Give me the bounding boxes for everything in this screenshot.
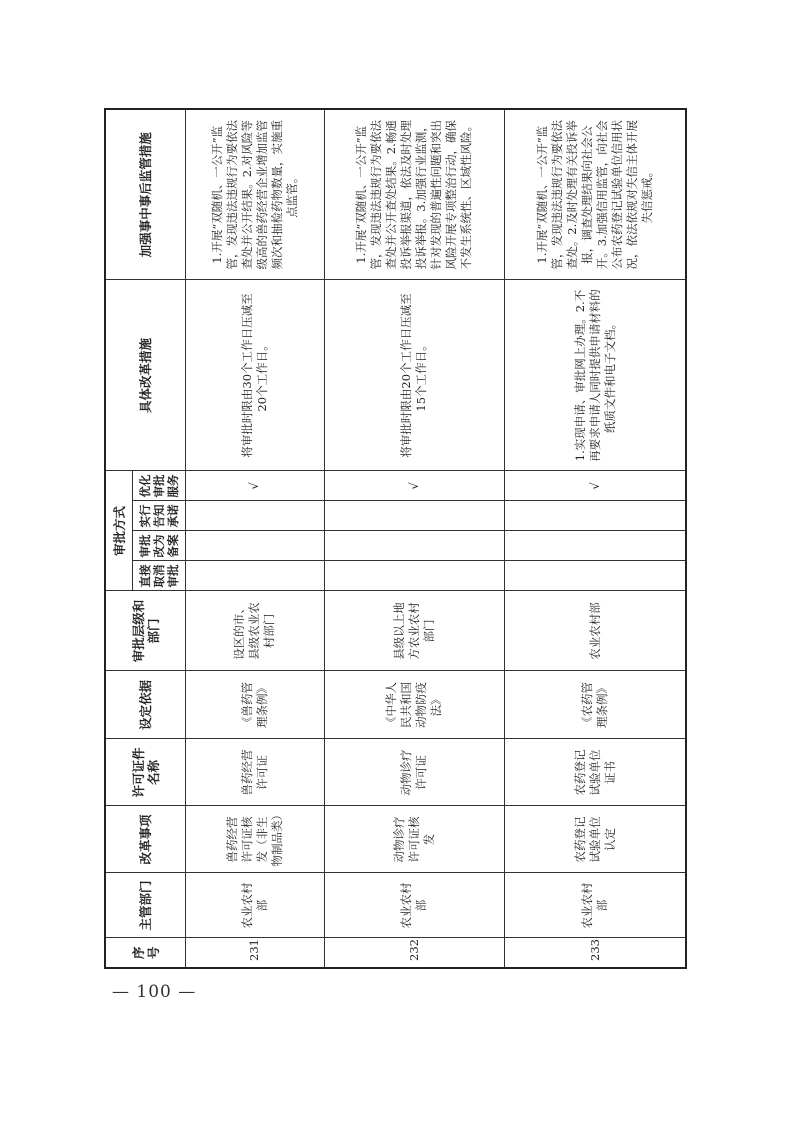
- table-row: [324, 109, 505, 968]
- cell-dept: 农业农村部: [186, 873, 325, 938]
- header-m1: 直接取消审批: [133, 561, 186, 591]
- cell-basis: 《兽药管理条例》: [186, 671, 325, 739]
- cell-measures: 将审批时限由30个工作日压减至20个工作日。: [186, 280, 325, 471]
- reform-table: [104, 108, 687, 969]
- cell-m3: [505, 501, 686, 531]
- cell-dept: 农业农村部: [324, 873, 505, 938]
- header-measures: 具体改革措施: [105, 280, 186, 471]
- cell-dept: 农业农村部: [505, 873, 686, 938]
- cell-level: 农业农村部: [505, 591, 686, 671]
- cell-level: 设区的市、县级农业农村部门: [186, 591, 325, 671]
- cell-m4-checkmark: √: [505, 471, 686, 501]
- cell-m2: [324, 531, 505, 561]
- cell-item: 农药登记试验单位认定: [505, 806, 686, 873]
- header-approval-mode: 审批方式: [105, 471, 133, 591]
- header-row: [105, 109, 133, 968]
- cell-level: 县级以上地方农业农村部门: [324, 591, 505, 671]
- cell-item: 兽药经营许可证核发（非生物制品类）: [186, 806, 325, 873]
- header-m3: 实行告知承诺: [133, 501, 186, 531]
- header-supervision: 加强事中事后监管措施: [105, 109, 186, 280]
- cell-m1: [324, 561, 505, 591]
- cell-seq: 233: [505, 938, 686, 968]
- cell-license: 农药登记试验单位证书: [505, 739, 686, 806]
- header-m4: 优化审批服务: [133, 471, 186, 501]
- cell-supervision: 1.开展“双随机、一公开”监管，发现违法违规行为要依法查处并公开查处结果。2.畅通投诉举报渠道，依法及时处理投诉举报。3.加强行业监测，针对发现的普遍性问题和突出风险开展专项整治行动，确保不发生系统性、区域性风险。: [324, 109, 505, 280]
- cell-m2: [505, 531, 686, 561]
- cell-seq: 232: [324, 938, 505, 968]
- cell-measures: 1.实现申请、审批网上办理。2.不再要求申请人同时提供申请材料的纸质文件和电子文档。: [505, 280, 686, 471]
- header-item: 改革事项: [105, 806, 186, 873]
- page-number: — 100 —: [112, 982, 197, 1002]
- cell-m1: [186, 561, 325, 591]
- cell-m3: [186, 501, 325, 531]
- table-row: [505, 109, 686, 968]
- cell-measures: 将审批时限由20个工作日压减至15个工作日。: [324, 280, 505, 471]
- cell-item: 动物诊疗许可证核发: [324, 806, 505, 873]
- header-m2: 审批改为备案: [133, 531, 186, 561]
- cell-m4-checkmark: √: [186, 471, 325, 501]
- table-row: [186, 109, 325, 968]
- header-seq: 序号: [105, 938, 186, 968]
- cell-m2: [186, 531, 325, 561]
- rotated-table-container: [104, 119, 687, 969]
- cell-license: 动物诊疗许可证: [324, 739, 505, 806]
- header-license: 许可证件名称: [105, 739, 186, 806]
- cell-license: 兽药经营许可证: [186, 739, 325, 806]
- header-basis: 设定依据: [105, 671, 186, 739]
- cell-basis: 《农药管理条例》: [505, 671, 686, 739]
- cell-m3: [324, 501, 505, 531]
- cell-m1: [505, 561, 686, 591]
- cell-seq: 231: [186, 938, 325, 968]
- cell-supervision: 1.开展“双随机、一公开”监管，发现违法违规行为要依法查处。2.及时处理有关投诉举报，调查处理结果向社会公开。3.加强信用监管，向社会公布农药登记试验单位信用状况，依法依规对失信主体开展失信惩戒。: [505, 109, 686, 280]
- header-level: 审批层级和部门: [105, 591, 186, 671]
- cell-supervision: 1.开展“双随机、一公开”监管，发现违法违规行为要依法查处并公开结果。2.对风险等级高的兽药经营企业增加监管频次和抽检药物数量，实施重点监管。: [186, 109, 325, 280]
- cell-basis: 《中华人民共和国动物防疫法》: [324, 671, 505, 739]
- cell-m4-checkmark: √: [324, 471, 505, 501]
- header-dept: 主管部门: [105, 873, 186, 938]
